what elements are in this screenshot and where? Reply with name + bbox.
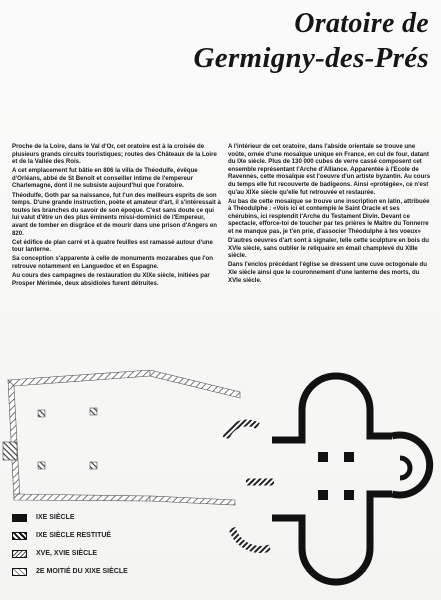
legend-label: 2E MOITIÉ DU XIXE SIÈCLE [36,568,128,575]
central-piers [318,452,354,500]
paragraph: Sa conception s'apparente à celle de monuments mozarabes que l'on retrouve notamment en Languedoc et en Espagne. [12,255,213,270]
nave-pillars [38,408,97,469]
oratory-core [272,376,430,582]
page-title [194,6,429,76]
nave-walls [8,370,240,505]
paragraph: Théodulfe, Goth par sa naissance, fut l'un des meilleurs esprits de son temps. D'une grande instruction, poète et amateur d'art, il s'intéressait à toutes les branches du savoir de son époque. C'est sans doute ce qui lui valut d'être un des plus éminents missi-dominici de l'Empereur, avant de tomber en disgrâce et de mourir dans une prison d'Angers en 820. [12,191,221,237]
legend-swatch-hatch [12,550,27,558]
legend-item [12,528,162,543]
title-line-2: Germigny-des-Prés [193,42,429,74]
paragraph: Dans l'enclos précédant l'église se dressent une cuve octogonale du XIe siècle ainsi que le couronnement d'une lanterne des morts, du XVIe siècle. [228,261,427,284]
legend-item [12,546,162,561]
paragraph: D'autres oeuvres d'art sont à signaler, telle cette sculpture en bois du XVIe siècle, sans oublier le reliquaire en émail champlevé du XIIIe siècle. [228,237,430,260]
legend-label: IXE SIÈCLE RESTITUÉ [36,532,112,539]
restored-walls [226,423,274,549]
legend-swatch-light-hatch [12,568,27,576]
legend-item [12,510,162,525]
paragraph: Cet édifice de plan carré et à quatre feuilles est ramassé autour d'une tour lanterne. [12,238,213,254]
paragraph: Au bas de cette mosaïque se trouve une inscription en latin, attribuée à Théodulphe : «Vois ici et contemple le Saint Oracle et ses chérubins, ici resplendit l'Arche du Testament Divin. Devant ce spectacle, efforce-toi de toucher par tes prières le Maître du Tonnerre et ne manque pas, je t'en prie, d'associer Théodulphe à tes voeux» [228,197,430,236]
absidiole [400,458,410,478]
paragraph: Proche de la Loire, dans le Val d'Or, cet oratoire est à la croisée de plusieurs grands circuits touristiques; routes des Châteaux de la Loire et de la Vallée des Rois. [12,143,217,166]
legend-label: XVE, XVIE SIÈCLE [36,550,98,557]
legend [12,510,162,582]
right-text-column [228,143,431,286]
legend-swatch-solid [12,514,27,522]
paragraph: Au cours des campagnes de restauration du XIXe siècle, initiées par Prosper Mérimée, deux absidioles furent détruites. [12,272,210,287]
paragraph: A l'intérieur de cet oratoire, dans l'abside orientale se trouve une voûte, ornée d'une mosaïque unique en France, en cul de four, datant du IXe siècle. Plus de 130 000 cubes de verre cassé composent cet ensemble représentant l'Arche d'Alliance. Apparentée à l'Ecole de Ravennes, cette mosaïque est l'oeuvre d'un artiste byzantin. Au cours du temps elle fut recouverte de badigeons. Ainsi «protégée», ce n'est qu'au XIXe siècle qu'elle fut retrouvée et restaurée. [228,143,431,196]
left-text-column [12,143,221,289]
legend-item [12,564,162,579]
legend-label: IXE SIÈCLE [36,514,75,521]
legend-swatch-dense-hatch [12,532,27,540]
west-portal [3,442,17,460]
paragraph: A cet emplacement fut bâtie en 806 la villa de Théodulfe, évêque d'Orléans, abbé de St Benoît et conseiller intime de l'empereur Charlemagne, dont il ne subsiste aujourd'hui que l'oratoire. [12,167,198,190]
title-line-1: Oratoire de [294,8,429,39]
